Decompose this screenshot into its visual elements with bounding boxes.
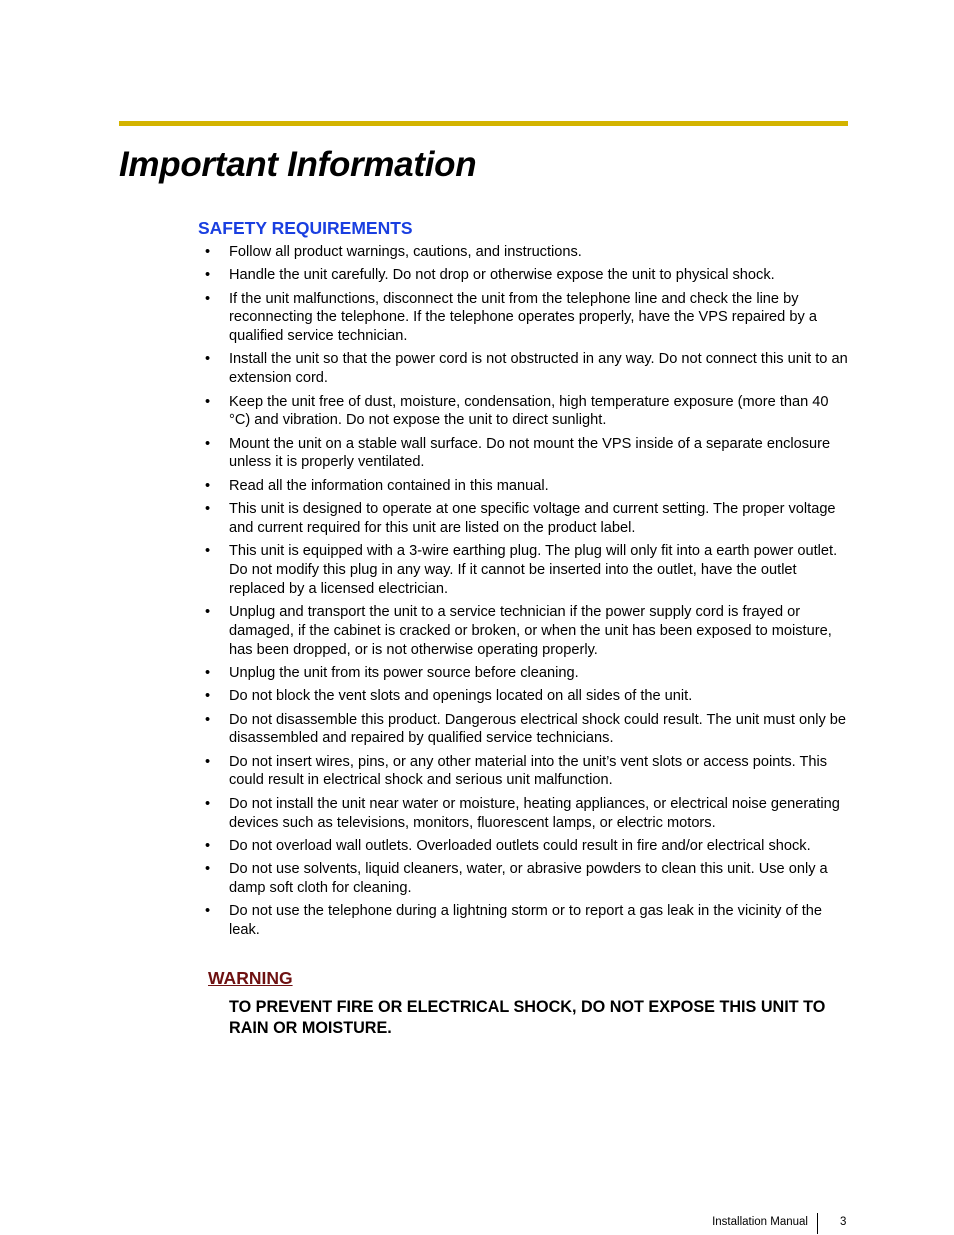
page-number: 3	[840, 1216, 847, 1228]
list-item	[205, 664, 850, 683]
bullet-icon: •	[205, 688, 211, 705]
list-item	[205, 603, 850, 659]
list-item-text: Do not disassemble this product. Dangerous electrical shock could result. The unit must only be disassembled and repaired by qualified service technicians.	[229, 711, 847, 747]
list-item	[205, 860, 850, 898]
bullet-icon: •	[205, 244, 211, 260]
bullet-icon: •	[205, 543, 211, 560]
bullet-icon: •	[205, 903, 211, 920]
header-rule	[119, 121, 848, 126]
safety-requirements-heading: SAFETY REQUIREMENTS	[198, 218, 413, 238]
list-item-text: Handle the unit carefully. Do not drop or otherwise expose the unit to physical shock.	[229, 267, 775, 284]
list-item-text: Do not install the unit near water or moisture, heating appliances, or electrical noise generating devices such as televisions, monitors, fluorescent lamps, or electric motors.	[229, 795, 840, 831]
footer-manual-label: Installation Manual	[712, 1216, 808, 1228]
bullet-icon: •	[205, 435, 211, 452]
list-item	[205, 350, 850, 388]
warning-heading: WARNING	[208, 968, 293, 988]
bullet-icon: •	[205, 837, 211, 854]
bullet-icon: •	[205, 711, 211, 728]
list-item-text: Install the unit so that the power cord is not obstructed in any way. Do not connect this unit to an extension cord.	[229, 351, 848, 387]
list-item-text: If the unit malfunctions, disconnect the unit from the telephone line and check the line by reconnecting the telephone. If the telephone operates properly, have the VPS repaired by a qualified service technician.	[229, 290, 817, 345]
list-item	[205, 500, 850, 538]
bullet-icon: •	[205, 477, 211, 494]
list-item-text: This unit is equipped with a 3-wire earthing plug. The plug will only fit into a earth power outlet. Do not modify this plug in any way. If it cannot be inserted into the outlet, have the outlet replaced by a licensed electrician.	[229, 543, 838, 597]
list-item-text: Follow all product warnings, cautions, and instructions.	[229, 244, 582, 260]
list-item-text: This unit is designed to operate at one specific voltage and current setting. The proper voltage and current required for this unit are listed on the product label.	[229, 501, 836, 536]
list-item	[205, 687, 850, 706]
footer-divider	[817, 1213, 818, 1234]
list-item-text: Keep the unit free of dust, moisture, condensation, high temperature exposure (more than 40 °C) and vibration. Do not expose the unit to direct sunlight.	[229, 393, 829, 429]
bullet-icon: •	[205, 351, 211, 368]
safety-requirements-list	[205, 243, 850, 944]
bullet-icon: •	[205, 604, 211, 621]
bullet-icon: •	[205, 267, 211, 284]
list-item-text: Unplug and transport the unit to a service technician if the power supply cord is frayed or damaged, if the cabinet is cracked or broken, or when the unit has been exposed to moisture, has been dropped, or is not otherwise operating properly.	[229, 604, 832, 658]
list-item	[205, 266, 850, 285]
list-item-text: Do not use solvents, liquid cleaners, water, or abrasive powders to clean this unit. Use only a damp soft cloth for cleaning.	[229, 861, 828, 896]
list-item-text: Do not use the telephone during a lightning storm or to report a gas leak in the vicinity of the leak.	[229, 903, 823, 938]
list-item	[205, 795, 850, 833]
list-item	[205, 243, 850, 262]
list-item-text: Unplug the unit from its power source before cleaning.	[229, 664, 579, 681]
warning-text: TO PREVENT FIRE OR ELECTRICAL SHOCK, DO NOT EXPOSE THIS UNIT TO RAIN OR MOISTURE.	[229, 998, 826, 1037]
bullet-icon: •	[205, 753, 211, 770]
list-item	[205, 393, 850, 431]
bullet-icon: •	[205, 664, 211, 681]
list-item-text: Read all the information contained in this manual.	[229, 477, 549, 494]
list-item	[205, 711, 850, 749]
bullet-icon: •	[205, 795, 211, 812]
page-title: Important Information	[119, 145, 477, 184]
bullet-icon: •	[205, 501, 211, 518]
list-item	[205, 290, 850, 346]
list-item-text: Mount the unit on a stable wall surface. Do not mount the VPS inside of a separate enclosure unless it is properly ventilated.	[229, 435, 831, 471]
list-item	[205, 435, 850, 473]
bullet-icon: •	[205, 290, 211, 307]
list-item-text: Do not block the vent slots and openings located on all sides of the unit.	[229, 688, 693, 705]
bullet-icon: •	[205, 393, 211, 410]
list-item	[205, 753, 850, 791]
list-item	[205, 477, 850, 496]
list-item	[205, 902, 850, 940]
list-item-text: Do not overload wall outlets. Overloaded outlets could result in fire and/or electrical shock.	[229, 837, 811, 854]
bullet-icon: •	[205, 861, 211, 878]
list-item	[205, 542, 850, 598]
list-item	[205, 837, 850, 856]
list-item-text: Do not insert wires, pins, or any other material into the unit’s vent slots or access points. This could result in electrical shock and serious unit malfunction.	[229, 753, 828, 789]
